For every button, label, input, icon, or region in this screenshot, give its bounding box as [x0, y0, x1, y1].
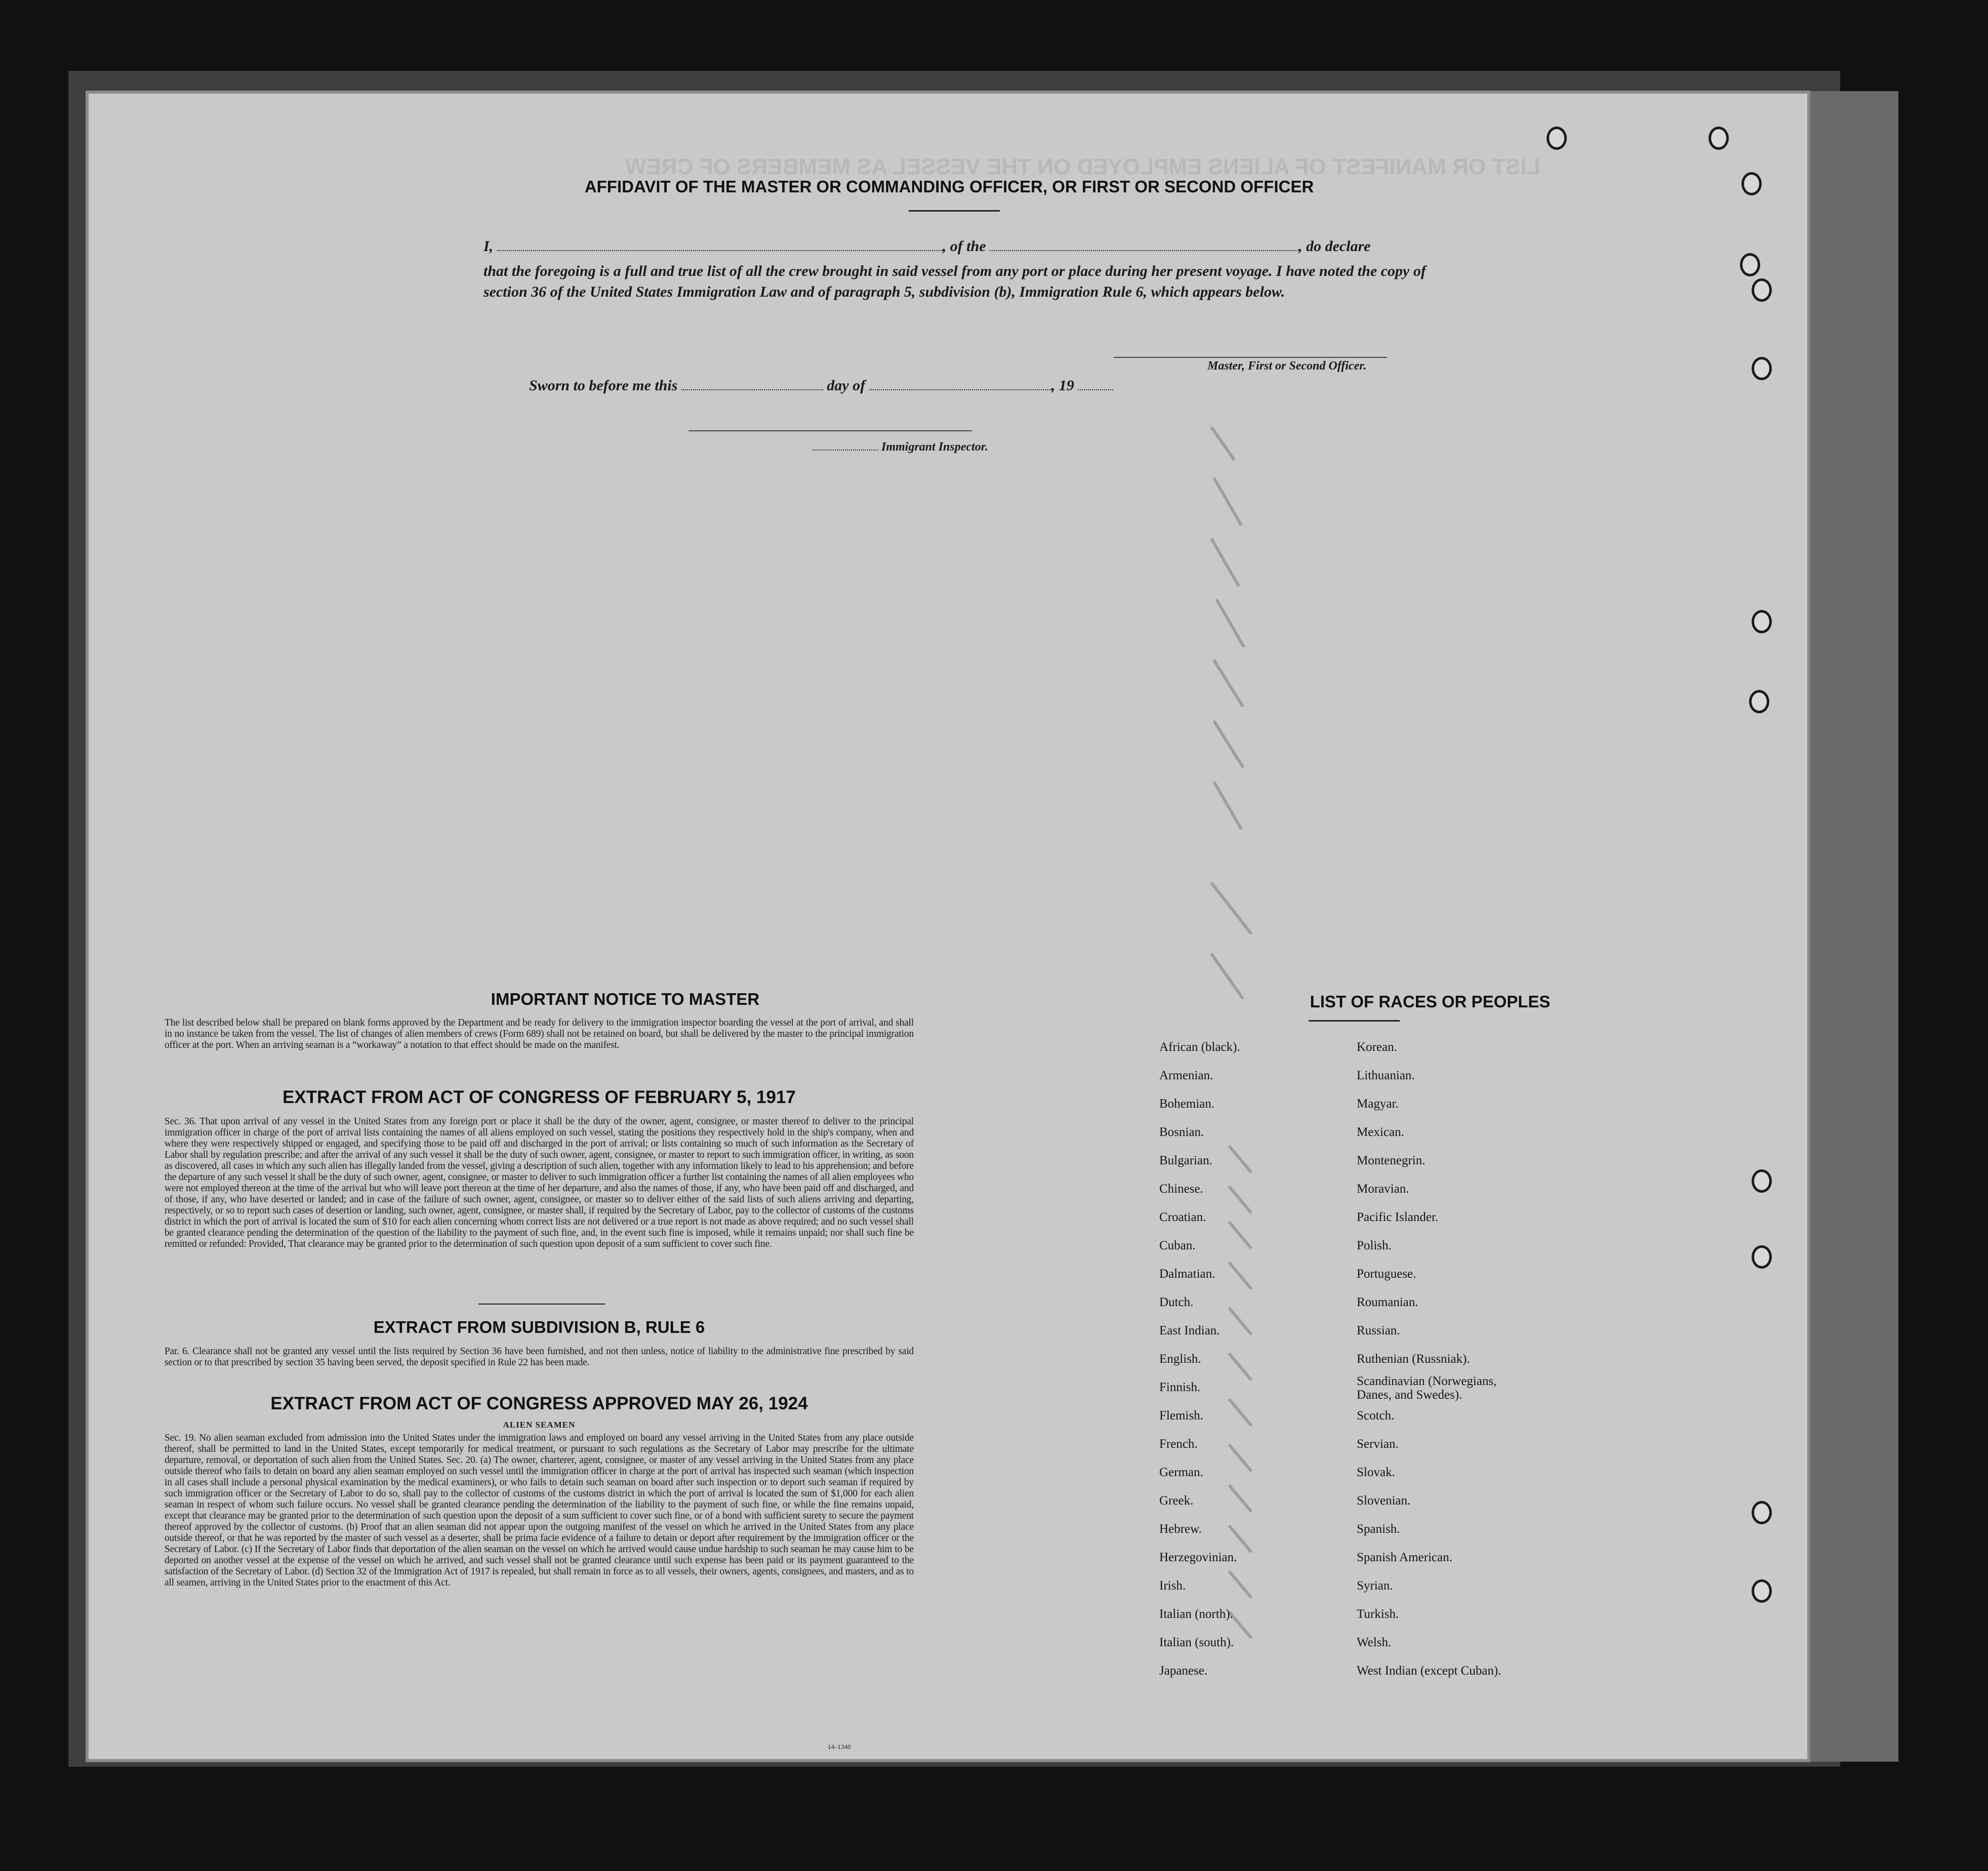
race-item: Moravian. — [1357, 1182, 1409, 1196]
sworn-month-blank[interactable] — [869, 389, 1051, 390]
race-item: Dalmatian. — [1159, 1267, 1215, 1281]
race-item: Cuban. — [1159, 1239, 1196, 1252]
sworn-day-blank[interactable] — [681, 389, 823, 390]
back-sheet-edge — [1802, 91, 1898, 1762]
race-item: Armenian. — [1159, 1069, 1213, 1082]
race-item: Irish. — [1159, 1579, 1186, 1593]
race-item: Pacific Islander. — [1357, 1210, 1439, 1224]
name-blank[interactable] — [497, 250, 943, 251]
race-item: Scotch. — [1357, 1409, 1395, 1422]
race-item: East Indian. — [1159, 1324, 1220, 1337]
race-item: Slovak. — [1357, 1466, 1395, 1479]
race-item: Lithuanian. — [1357, 1069, 1415, 1082]
race-item: African (black). — [1159, 1040, 1240, 1054]
race-item: Ruthenian (Russniak). — [1357, 1352, 1470, 1366]
declaration-do-declare: , do declare — [1299, 238, 1371, 255]
race-item: Croatian. — [1159, 1210, 1206, 1224]
race-item: French. — [1159, 1437, 1198, 1451]
race-item: Bohemian. — [1159, 1097, 1215, 1111]
extract-1924-body: Sec. 19. No alien seaman excluded from admission into the United States under the immigration laws and employed on board any vessel arriving in the United States from any place outside thereof, shall be permitted to land in the United States, except temporarily for medical treatment, or pursuant to such regulations as the Secretary of Labor may prescribe for the ultimate departure, removal, or deportation of such alien from the United States. Sec. 20. (a) The owner, charterer, agent, consignee, or master of any vessel arriving in the United States from any place outside thereof who fails to detain on board any alien seaman employed on such vessel until the immigration officer in charge at the port of arrival has inspected such seaman (which inspection in all cases shall include a personal physical examination by the medical examiners), or who fails to detain such seaman on board after such inspection or to deport such seaman if required by such immigration officer or the Secretary of Labor to do so, shall pay to the collector of customs of the customs district in which the port of arrival is located the sum of $1,000 for each alien seaman in respect of whom such failure occurs. No vessel shall be granted clearance pending the determination of the liability to the payment of such fine, or while the fine remains unpaid, except that clearance may be granted prior to the determination of such question upon the deposit of a sum sufficient to cover such fine, or of a bond with sufficient surety to secure the payment thereof approved by the collector of customs. (b) Proof that an alien seaman did not appear upon the outgoing manifest of the vessel on which he arrived in the United States from any place outside thereof, or that he was reported by the master of such vessel as a deserter, shall be prima facie evidence of a failure to detain or deport after requirement by the immigration officer or the Secretary of Labor. (c) If the Secretary of Labor finds that deportation of the alien seaman on the vessel on which he arrived would cause undue hardship to such seaman he may cause him to be deported on another vessel at the expense of the vessel on which he arrived, and such vessel shall not be granted clearance until such expense has been paid or its payment guaranteed to the satisfaction of the Secretary of Labor. (d) Section 32 of the Immigration Act of 1917 is repealed, but shall remain in force as to all vessels, their owners, agents, consignees, and masters, and as to all seamen, arriving in the United States prior to the enactment of this Act. — [165, 1433, 914, 1588]
affidavit-title-rule — [909, 210, 1000, 212]
race-item: German. — [1159, 1466, 1203, 1479]
sworn-year-blank[interactable] — [1078, 389, 1113, 390]
race-item: Spanish American. — [1357, 1551, 1452, 1564]
extract-1917-title: EXTRACT FROM ACT OF CONGRESS OF FEBRUARY 5, 1917 — [282, 1087, 796, 1107]
race-item: Servian. — [1357, 1437, 1399, 1451]
affidavit-title: AFFIDAVIT OF THE MASTER OR COMMANDING OFFICER, OR FIRST OR SECOND OFFICER — [584, 177, 1314, 196]
race-item: Italian (south). — [1159, 1636, 1234, 1649]
master-signature-line[interactable] — [1114, 357, 1387, 358]
sworn-prefix: Sworn to before me this — [529, 377, 678, 394]
race-item: Korean. — [1357, 1040, 1397, 1054]
document-page — [89, 94, 1807, 1759]
sworn-day-of: day of — [827, 377, 866, 394]
race-item: Hebrew. — [1159, 1522, 1202, 1536]
race-item: Italian (north). — [1159, 1607, 1233, 1621]
inspector-label: Immigrant Inspector. — [881, 440, 988, 454]
extract-rule6-title: EXTRACT FROM SUBDIVISION B, RULE 6 — [373, 1318, 705, 1336]
race-item: Russian. — [1357, 1324, 1400, 1337]
extract-1917-rule — [478, 1304, 605, 1305]
extract-1924-subtitle: ALIEN SEAMEN — [503, 1420, 576, 1430]
race-item: Herzegovinian. — [1159, 1551, 1237, 1564]
race-item: Flemish. — [1159, 1409, 1203, 1422]
race-item: Turkish. — [1357, 1607, 1399, 1621]
inspector-signature-line[interactable] — [688, 430, 972, 431]
inspector-blank[interactable] — [813, 450, 878, 451]
race-item: Scandinavian (Norwegians, Danes, and Swedes). — [1357, 1374, 1497, 1402]
race-item: Welsh. — [1357, 1636, 1392, 1649]
race-item: Greek. — [1159, 1494, 1194, 1508]
notice-body: The list described below shall be prepared on blank forms approved by the Department and be ready for delivery to the immigration inspector boarding the vessel at the port of arrival, and shall in no instance be taken from the vessel. The list of changes of alien members of crews (Form 689) shall not be retained on board, but shall be delivered by the master to the principal immigration officer at the port. When an arriving seaman is a “workaway” a notation to that effect should be made on the manifest. — [165, 1018, 914, 1050]
declaration-body: that the foregoing is a full and true list of all the crew brought in said vessel from any port or place during her present voyage. I have noted the copy of section 36 of the United States Immigration Law and of paragraph 5, subdivision (b), Immigration Rule 6, which appears below. — [483, 263, 1426, 300]
race-item: Dutch. — [1159, 1295, 1194, 1309]
race-item: Montenegrin. — [1357, 1154, 1426, 1167]
race-item: Japanese. — [1159, 1664, 1208, 1678]
sworn-line — [529, 377, 1113, 394]
sworn-year: , 19 — [1051, 377, 1074, 394]
race-item: Chinese. — [1159, 1182, 1203, 1196]
races-title-rule — [1309, 1020, 1400, 1022]
notice-title: IMPORTANT NOTICE TO MASTER — [491, 990, 760, 1008]
declaration-of-the: , of the — [942, 238, 986, 255]
race-item: Polish. — [1357, 1239, 1392, 1252]
race-item: Slovenian. — [1357, 1494, 1411, 1508]
declaration-i: I, — [483, 238, 494, 255]
race-item: Bulgarian. — [1159, 1154, 1212, 1167]
extract-rule6-body: Par. 6. Clearance shall not be granted any vessel until the lists required by Section 36 have been furnished, and not then unless, notice of liability to the administrative fine prescribed by said section or to that prescribed by section 35 having been served, the deposit specified in Rule 22 has been made. — [165, 1346, 914, 1368]
race-item: Portuguese. — [1357, 1267, 1416, 1281]
race-item: Roumanian. — [1357, 1295, 1418, 1309]
race-item: Mexican. — [1357, 1125, 1404, 1139]
race-item: West Indian (except Cuban). — [1357, 1664, 1502, 1678]
race-item: English. — [1159, 1352, 1201, 1366]
race-item: Magyar. — [1357, 1097, 1399, 1111]
race-item: Bosnian. — [1159, 1125, 1204, 1139]
race-item: Spanish. — [1357, 1522, 1400, 1536]
declaration-line — [483, 238, 1370, 255]
races-title: LIST OF RACES OR PEOPLES — [1310, 992, 1551, 1011]
race-item: Finnish. — [1159, 1380, 1201, 1394]
inspector-line — [813, 440, 988, 454]
form-number: 14–1340 — [828, 1743, 851, 1751]
race-item: Syrian. — [1357, 1579, 1393, 1593]
extract-1924-title: EXTRACT FROM ACT OF CONGRESS APPROVED MAY 26, 1924 — [270, 1394, 808, 1413]
extract-1917-body: Sec. 36. That upon arrival of any vessel in the United States from any foreign port or place it shall be the duty of the owner, agent, consignee, or master thereof to deliver to the principal immigration officer in charge of the port of arrival lists containing the names of all aliens employed on such vessel, stating the positions they respectively hold in the ship's company, when and where they were respectively shipped or engaged, and specifying those to be paid off and discharged in the port of arrival; or lists containing so much of such information as the Secretary of Labor shall by regulation prescribe; and after the arrival of any such vessel it shall be the duty of such owner, agent, consignee, or master to report to such immigration officer, in writing, as soon as discovered, all cases in which any such alien has illegally landed from the vessel, giving a description of such alien, together with any information likely to lead to his apprehension; and before the departure of any such vessel it shall be the duty of such owner, agent, consignee, or master to deliver to such immigration officer a further list containing the names of all alien employees who were not employed thereon at the time of the arrival but who will leave port thereon at the time of her departure, and also the names of those, if any, who have been paid off and discharged, and of those, if any, who have deserted or landed; and in case of the failure of such owner, agent, consignee, or master so to deliver either of the said lists of such aliens arriving and departing, respectively, or so to report such cases of desertion or landing, such owner, agent, consignee, or master shall, if required by the Secretary of Labor, pay to the collector of customs of the customs district in which the port of arrival is located the sum of $10 for each alien concerning whom correct lists are not delivered or a true report is not made as above required; and no such vessel shall be granted clearance pending the determination of the question of the liability to the payment of such fine, and, in the event such fine is imposed, while it remains unpaid; nor shall such fine be remitted or refunded: Provided, That clearance may be granted prior to the determination of such question upon deposit of a sum sufficient to cover such fine. — [165, 1116, 914, 1249]
bleed-through-heading: LIST OR MANIFEST OF ALIENS EMPLOYED ON THE VESSEL AS MEMBERS OF CREW — [625, 154, 1540, 179]
vessel-blank[interactable] — [990, 250, 1299, 251]
master-signature-label: Master, First or Second Officer. — [1207, 359, 1367, 373]
